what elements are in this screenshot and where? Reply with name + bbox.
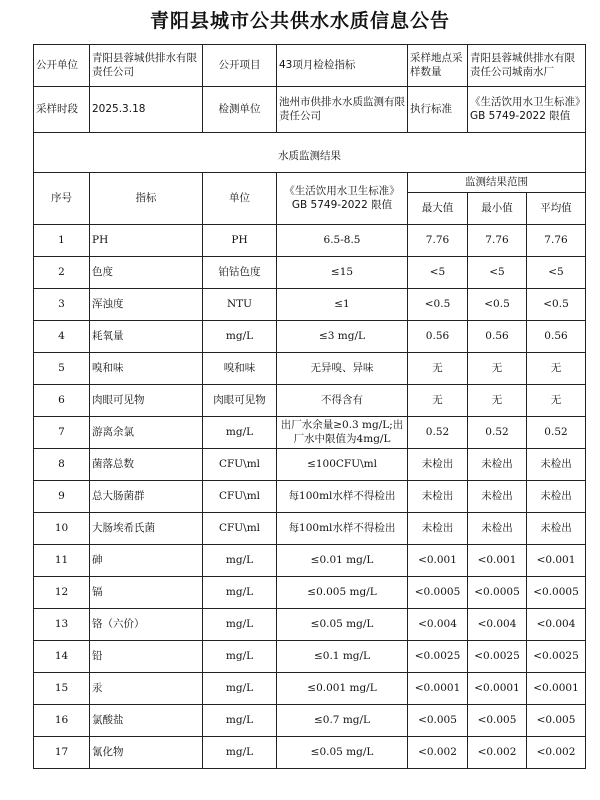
cell-max: 未检出 bbox=[408, 449, 468, 481]
cell-avg: <0.004 bbox=[527, 609, 586, 641]
cell-unit: mg/L bbox=[203, 321, 277, 353]
cell-indicator: 肉眼可见物 bbox=[90, 385, 203, 417]
cell-no: 17 bbox=[34, 737, 90, 769]
table-row bbox=[34, 225, 586, 257]
cell-avg: 无 bbox=[527, 353, 586, 385]
cell-no: 16 bbox=[34, 705, 90, 737]
cell-avg: 0.52 bbox=[527, 417, 586, 449]
cell-max: 未检出 bbox=[408, 481, 468, 513]
cell-max: <0.0005 bbox=[408, 577, 468, 609]
cell-indicator: 耗氧量 bbox=[90, 321, 203, 353]
publish-item-label: 公开项目 bbox=[203, 45, 277, 87]
col-max-header: 最大值 bbox=[408, 193, 468, 225]
cell-avg: <0.0025 bbox=[527, 641, 586, 673]
cell-unit: CFU\ml bbox=[203, 481, 277, 513]
cell-max: <0.0025 bbox=[408, 641, 468, 673]
cell-min: 未检出 bbox=[468, 513, 527, 545]
cell-limit: ≤0.05 mg/L bbox=[277, 737, 408, 769]
cell-no: 8 bbox=[34, 449, 90, 481]
cell-max: 未检出 bbox=[408, 513, 468, 545]
cell-no: 4 bbox=[34, 321, 90, 353]
cell-no: 2 bbox=[34, 257, 90, 289]
table-row bbox=[34, 513, 586, 545]
cell-unit: 铂钴色度 bbox=[203, 257, 277, 289]
table-row bbox=[34, 257, 586, 289]
cell-min: <5 bbox=[468, 257, 527, 289]
cell-max: 0.56 bbox=[408, 321, 468, 353]
cell-no: 13 bbox=[34, 609, 90, 641]
cell-indicator: 总大肠菌群 bbox=[90, 481, 203, 513]
cell-max: 7.76 bbox=[408, 225, 468, 257]
spacer-cell bbox=[34, 133, 586, 141]
cell-min: <0.005 bbox=[468, 705, 527, 737]
cell-max: <0.004 bbox=[408, 609, 468, 641]
table-row bbox=[34, 321, 586, 353]
cell-indicator: 砷 bbox=[90, 545, 203, 577]
cell-unit: mg/L bbox=[203, 673, 277, 705]
cell-avg: 未检出 bbox=[527, 449, 586, 481]
table-row bbox=[34, 705, 586, 737]
table-row bbox=[34, 481, 586, 513]
publish-unit-label: 公开单位 bbox=[34, 45, 90, 87]
cell-min: 无 bbox=[468, 385, 527, 417]
cell-max: <5 bbox=[408, 257, 468, 289]
cell-min: 未检出 bbox=[468, 481, 527, 513]
cell-no: 1 bbox=[34, 225, 90, 257]
cell-limit: ≤0.7 mg/L bbox=[277, 705, 408, 737]
cell-unit: mg/L bbox=[203, 737, 277, 769]
cell-min: <0.0001 bbox=[468, 673, 527, 705]
cell-avg: 未检出 bbox=[527, 481, 586, 513]
column-header-row-1 bbox=[34, 173, 586, 193]
cell-no: 6 bbox=[34, 385, 90, 417]
cell-avg: 未检出 bbox=[527, 513, 586, 545]
cell-avg: 无 bbox=[527, 385, 586, 417]
cell-limit: ≤0.001 mg/L bbox=[277, 673, 408, 705]
cell-avg: <0.0005 bbox=[527, 577, 586, 609]
cell-min: 0.56 bbox=[468, 321, 527, 353]
cell-min: <0.0025 bbox=[468, 641, 527, 673]
table-row bbox=[34, 417, 586, 449]
cell-min: 7.76 bbox=[468, 225, 527, 257]
cell-min: <0.002 bbox=[468, 737, 527, 769]
cell-no: 3 bbox=[34, 289, 90, 321]
cell-limit: ≤0.05 mg/L bbox=[277, 609, 408, 641]
cell-limit: 不得含有 bbox=[277, 385, 408, 417]
cell-min: <0.5 bbox=[468, 289, 527, 321]
table-row bbox=[34, 449, 586, 481]
cell-limit: ≤100CFU\ml bbox=[277, 449, 408, 481]
cell-limit: ≤0.01 mg/L bbox=[277, 545, 408, 577]
cell-indicator: 色度 bbox=[90, 257, 203, 289]
cell-indicator: PH bbox=[90, 225, 203, 257]
cell-max: <0.002 bbox=[408, 737, 468, 769]
cell-limit: ≤1 bbox=[277, 289, 408, 321]
cell-max: 无 bbox=[408, 385, 468, 417]
standard-value: 《生活饮用水卫生标准》GB 5749-2022 限值 bbox=[468, 87, 586, 133]
cell-limit: 出厂水余量≥0.3 mg/L;出厂水中限值为4mg/L bbox=[277, 417, 408, 449]
table-row bbox=[34, 289, 586, 321]
cell-limit: 6.5-8.5 bbox=[277, 225, 408, 257]
table-row bbox=[34, 545, 586, 577]
cell-limit: ≤3 mg/L bbox=[277, 321, 408, 353]
testing-org-value: 池州市供排水水质监测有限责任公司 bbox=[277, 87, 408, 133]
cell-limit: 每100ml水样不得检出 bbox=[277, 513, 408, 545]
cell-limit: 每100ml水样不得检出 bbox=[277, 481, 408, 513]
cell-max: <0.0001 bbox=[408, 673, 468, 705]
cell-indicator: 浑浊度 bbox=[90, 289, 203, 321]
cell-unit: 肉眼可见物 bbox=[203, 385, 277, 417]
publish-item-value: 43项月检检指标 bbox=[277, 45, 408, 87]
cell-indicator: 嗅和味 bbox=[90, 353, 203, 385]
cell-no: 14 bbox=[34, 641, 90, 673]
table-row bbox=[34, 609, 586, 641]
cell-avg: 7.76 bbox=[527, 225, 586, 257]
cell-indicator: 汞 bbox=[90, 673, 203, 705]
cell-min: <0.0005 bbox=[468, 577, 527, 609]
spacer-row bbox=[34, 133, 586, 141]
cell-no: 5 bbox=[34, 353, 90, 385]
cell-indicator: 游离余氯 bbox=[90, 417, 203, 449]
table-row bbox=[34, 385, 586, 417]
col-unit-header: 单位 bbox=[203, 173, 277, 225]
cell-limit: ≤15 bbox=[277, 257, 408, 289]
table-row bbox=[34, 737, 586, 769]
table-row bbox=[34, 577, 586, 609]
cell-min: 未检出 bbox=[468, 449, 527, 481]
cell-unit: mg/L bbox=[203, 545, 277, 577]
table-row bbox=[34, 673, 586, 705]
cell-avg: 0.56 bbox=[527, 321, 586, 353]
cell-max: 无 bbox=[408, 353, 468, 385]
water-quality-table bbox=[33, 44, 586, 769]
cell-min: 0.52 bbox=[468, 417, 527, 449]
cell-no: 9 bbox=[34, 481, 90, 513]
cell-max: <0.005 bbox=[408, 705, 468, 737]
header-row-1 bbox=[34, 45, 586, 87]
cell-indicator: 镉 bbox=[90, 577, 203, 609]
cell-indicator: 铅 bbox=[90, 641, 203, 673]
cell-avg: <0.005 bbox=[527, 705, 586, 737]
cell-max: 0.52 bbox=[408, 417, 468, 449]
cell-unit: mg/L bbox=[203, 417, 277, 449]
cell-no: 12 bbox=[34, 577, 90, 609]
publish-unit-value: 青阳县蓉城供排水有限责任公司 bbox=[90, 45, 203, 87]
cell-limit: 无异嗅、异味 bbox=[277, 353, 408, 385]
cell-limit: ≤0.005 mg/L bbox=[277, 577, 408, 609]
cell-unit: mg/L bbox=[203, 705, 277, 737]
standard-label: 执行标准 bbox=[408, 87, 468, 133]
cell-unit: 嗅和味 bbox=[203, 353, 277, 385]
cell-min: <0.001 bbox=[468, 545, 527, 577]
cell-avg: <0.001 bbox=[527, 545, 586, 577]
cell-unit: PH bbox=[203, 225, 277, 257]
cell-indicator: 氯酸盐 bbox=[90, 705, 203, 737]
section-title: 水质监测结果 bbox=[34, 141, 586, 173]
cell-avg: <0.002 bbox=[527, 737, 586, 769]
cell-avg: <0.5 bbox=[527, 289, 586, 321]
col-range-header: 监测结果范围 bbox=[408, 173, 586, 193]
header-row-2 bbox=[34, 87, 586, 133]
table-row bbox=[34, 353, 586, 385]
cell-limit: ≤0.1 mg/L bbox=[277, 641, 408, 673]
col-no-header: 序号 bbox=[34, 173, 90, 225]
col-min-header: 最小值 bbox=[468, 193, 527, 225]
cell-indicator: 铬（六价） bbox=[90, 609, 203, 641]
cell-no: 10 bbox=[34, 513, 90, 545]
sampling-time-label: 采样时段 bbox=[34, 87, 90, 133]
cell-indicator: 菌落总数 bbox=[90, 449, 203, 481]
col-indicator-header: 指标 bbox=[90, 173, 203, 225]
page-title: 青阳县城市公共供水水质信息公告 bbox=[149, 10, 450, 32]
sample-label: 采样地点采样数量 bbox=[408, 45, 468, 87]
cell-avg: <0.0001 bbox=[527, 673, 586, 705]
sample-value: 青阳县蓉城供排水有限责任公司城南水厂 bbox=[468, 45, 586, 87]
cell-no: 15 bbox=[34, 673, 90, 705]
section-row bbox=[34, 141, 586, 173]
col-avg-header: 平均值 bbox=[527, 193, 586, 225]
cell-unit: mg/L bbox=[203, 609, 277, 641]
cell-unit: mg/L bbox=[203, 641, 277, 673]
cell-max: <0.5 bbox=[408, 289, 468, 321]
cell-no: 11 bbox=[34, 545, 90, 577]
col-limit-header: 《生活饮用水卫生标准》GB 5749-2022 限值 bbox=[277, 173, 408, 225]
cell-unit: CFU\ml bbox=[203, 449, 277, 481]
sampling-time-value: 2025.3.18 bbox=[90, 87, 203, 133]
testing-org-label: 检测单位 bbox=[203, 87, 277, 133]
cell-max: <0.001 bbox=[408, 545, 468, 577]
cell-unit: NTU bbox=[203, 289, 277, 321]
cell-min: 无 bbox=[468, 353, 527, 385]
cell-no: 7 bbox=[34, 417, 90, 449]
table-row bbox=[34, 641, 586, 673]
cell-indicator: 氰化物 bbox=[90, 737, 203, 769]
cell-unit: mg/L bbox=[203, 577, 277, 609]
cell-min: <0.004 bbox=[468, 609, 527, 641]
cell-indicator: 大肠埃希氏菌 bbox=[90, 513, 203, 545]
cell-avg: <5 bbox=[527, 257, 586, 289]
cell-unit: CFU\ml bbox=[203, 513, 277, 545]
